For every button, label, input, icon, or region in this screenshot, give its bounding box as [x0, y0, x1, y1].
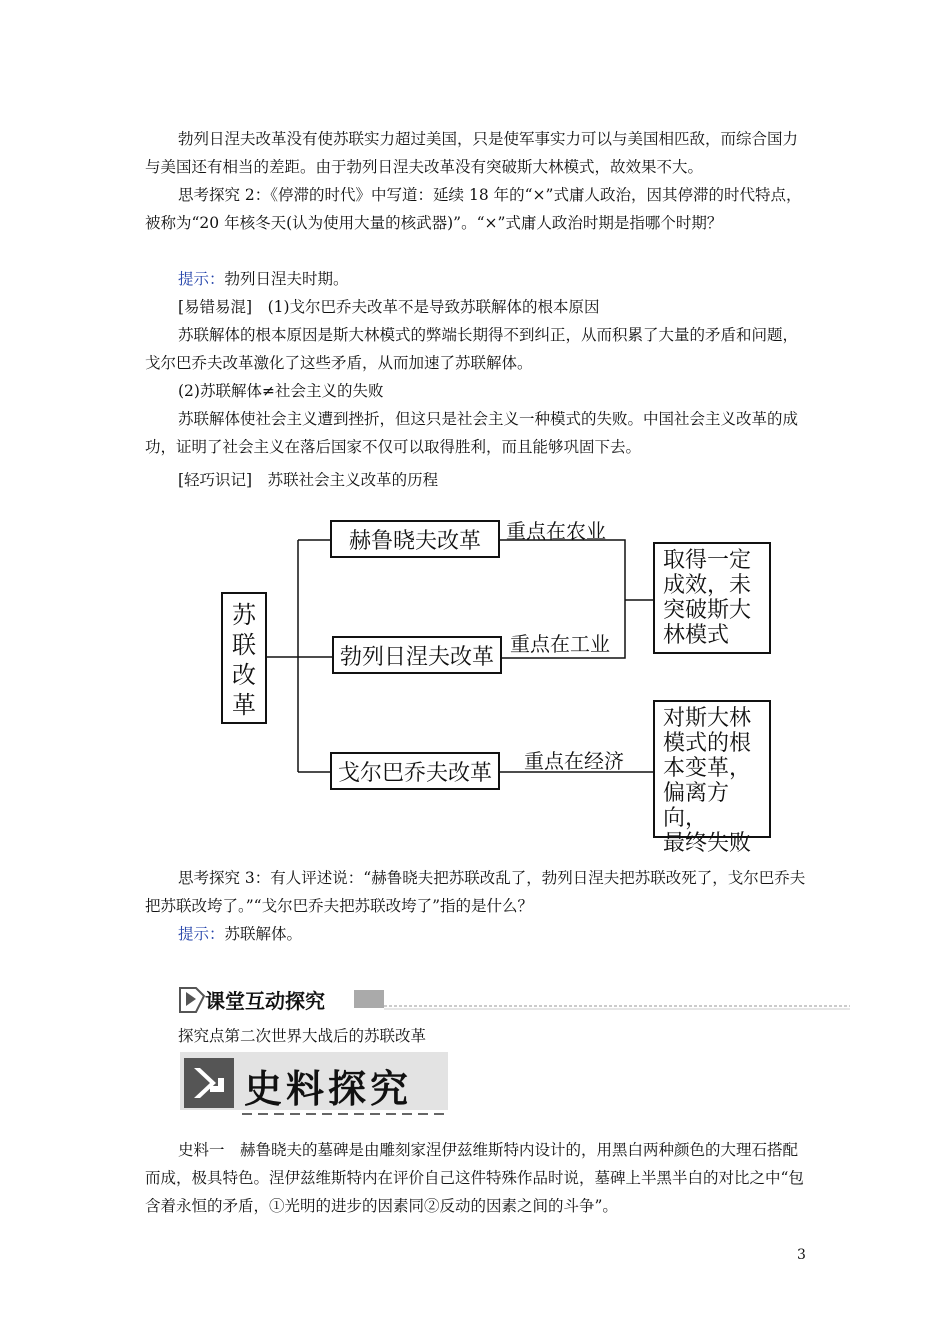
hint-label: 提示： — [178, 925, 225, 943]
result-line: 模式的根 — [663, 731, 752, 756]
easy-confuse-heading: [易错易混] (1)戈尔巴乔夫改革不是导致苏联解体的根本原因 — [178, 298, 600, 316]
result-line: 本变革， — [663, 756, 752, 781]
paragraph-brezhnev-summary: 勃列日涅夫改革没有使苏联实力超过美国，只是使军事实力可以与美国相匹敌，而综合国力与美国还有相当的差距。由于勃列日涅夫改革没有突破斯大林模式，故效果不大。 — [145, 130, 799, 176]
result-line: 成效，未 — [663, 573, 752, 598]
result-line: 最终失败 — [663, 831, 752, 856]
hint-text: 勃列日涅夫时期。 — [224, 270, 349, 288]
root-box — [221, 592, 267, 724]
subheading-2: (2)苏联解体≠社会主义的失败 — [178, 382, 384, 400]
hint-text: 苏联解体。 — [224, 925, 303, 943]
focus-industry: 重点在工业 — [510, 632, 610, 656]
memory-heading: [轻巧识记] 苏联社会主义改革的历程 — [178, 471, 439, 489]
reform-khrushchev-label: 赫鲁晓夫改革 — [348, 528, 481, 554]
explore-point: 探究点第二次世界大战后的苏联改革 — [178, 1027, 427, 1045]
hint-2 — [178, 920, 302, 948]
paragraph-think-3: 思考探究 3：有人评述说：“赫鲁晓夫把苏联改乱了，勃列日涅夫把苏联改死了，戈尔巴乔夫把苏联改垮了。”“戈尔巴乔夫把苏联改垮了”指的是什么？ — [145, 869, 806, 915]
hint-label: 提示： — [178, 270, 225, 288]
result-line: 偏离方向， — [663, 781, 730, 831]
reform-khrushchev-box — [330, 520, 500, 558]
reform-gorbachev-box — [330, 752, 500, 790]
result-box-1 — [653, 542, 771, 654]
big-heading-title: 史料探究 — [244, 1067, 413, 1111]
paragraph-think-2: 思考探究 2：《停滞的时代》中写道：延续 18 年的“×”式庸人政治，因其停滞的时代特点，被称为“20 年核冬天(认为使用大量的核武器)”。“×”式庸人政治时期是指哪个时期？ — [145, 186, 802, 232]
paragraph-source-1: 史料一 赫鲁晓夫的墓碑是由雕刻家涅伊兹维斯特内设计的，用黑白两种颜色的大理石搭配而成，极具特色。涅伊兹维斯特内在评价自己这件特殊作品时说，墓碑上半黑半白的对比之中“包含着永恒的矛盾，①光明的进步的因素同②反动的因素之间的斗争”。 — [145, 1141, 804, 1215]
result-line: 对斯大林 — [663, 706, 752, 731]
result-line: 突破斯大 — [663, 598, 752, 623]
result-line: 取得一定 — [663, 548, 752, 573]
focus-agriculture: 重点在农业 — [506, 519, 606, 543]
reform-brezhnev-box — [332, 636, 502, 674]
paragraph-collapse-meaning: 苏联解体使社会主义遭到挫折，但这只是社会主义一种模式的失败。中国社会主义改革的成功，证明了社会主义在落后国家不仅可以取得胜利，而且能够巩固下去。 — [145, 410, 799, 456]
paragraph-collapse-cause: 苏联解体的根本原因是斯大林模式的弊端长期得不到纠正，从而积累了大量的矛盾和问题，戈尔巴乔夫改革激化了这些矛盾，从而加速了苏联解体。 — [145, 326, 799, 372]
page-number: 3 — [797, 1247, 806, 1263]
result-line: 林模式 — [663, 623, 730, 648]
hint-1 — [178, 265, 349, 293]
section-banner-title: 课堂互动探究 — [205, 989, 325, 1013]
focus-economy: 重点在经济 — [524, 749, 624, 773]
result-box-2 — [653, 700, 771, 856]
reform-brezhnev-label: 勃列日涅夫改革 — [339, 644, 494, 670]
root-label: 苏联改革 — [232, 601, 256, 719]
reform-gorbachev-label: 戈尔巴乔夫改革 — [337, 760, 492, 786]
